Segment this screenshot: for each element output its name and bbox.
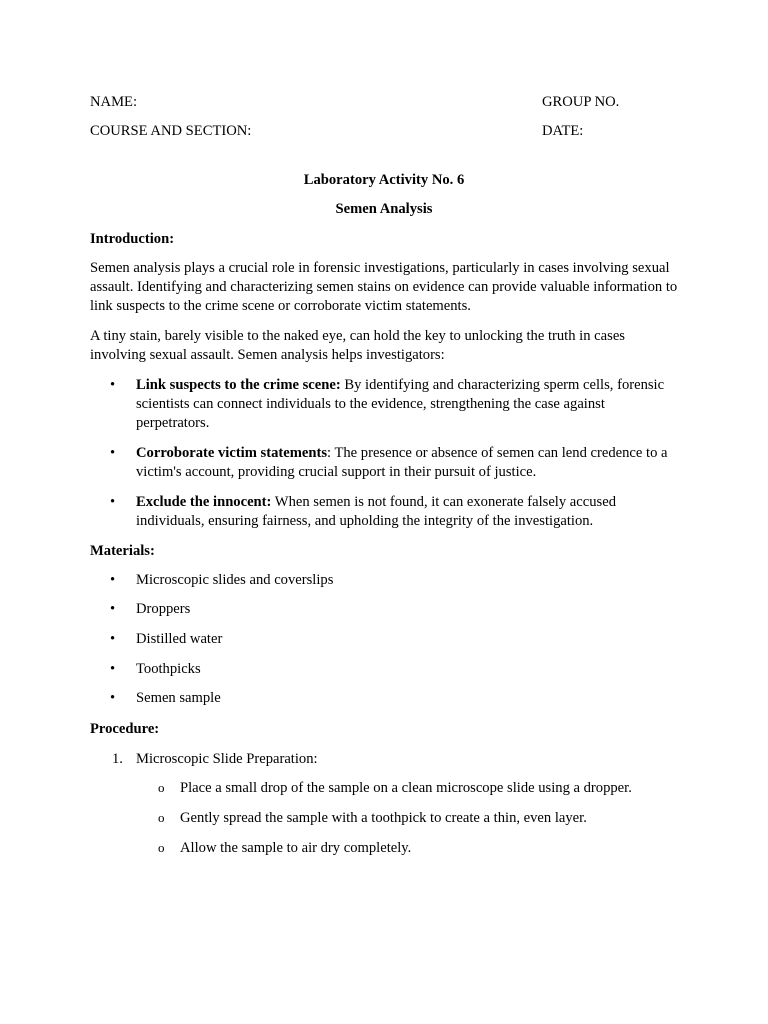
document-page — [90, 0, 684, 1024]
sub-bullet-marker: o — [158, 810, 165, 825]
substep-text: Place a small drop of the sample on a clean microscope slide using a dropper. — [180, 780, 632, 796]
header-row-2 — [90, 121, 684, 141]
bullet-marker: • — [110, 661, 116, 677]
bullet-marker: • — [110, 494, 116, 510]
date-label: DATE: — [542, 123, 584, 139]
sub-bullet-marker: o — [158, 840, 165, 855]
intro-paragraph-1: Semen analysis plays a crucial role in forensic investigations, particularly in cases involving sexual assault. Identifying and characterizing semen stains on evidence can provide valuable information to link suspects to the crime scene or corroborate victim statements. — [90, 260, 678, 315]
bullet-text: : The presence or absence of semen can lend credence to a victim's account, providing crucial support in their pursuit of justice. — [136, 445, 668, 481]
bullet-text: By identifying and characterizing sperm cells, forensic scientists can connect individuals to the evidence, strengthening the case against perpetrators. — [136, 377, 665, 432]
bullet-term: Exclude the innocent: — [136, 494, 272, 510]
bullet-marker: • — [110, 601, 116, 617]
substep-text: Allow the sample to air dry completely. — [180, 840, 412, 856]
name-label: NAME: — [90, 94, 138, 110]
materials-heading: Materials: — [90, 543, 155, 559]
introduction-heading: Introduction: — [90, 231, 175, 247]
substep-text: Gently spread the sample with a toothpick to create a thin, even layer. — [180, 810, 587, 826]
bullet-marker: • — [110, 572, 116, 588]
bullet-marker: • — [110, 690, 116, 706]
procedure-heading: Procedure: — [90, 721, 160, 737]
material-label: Toothpicks — [136, 661, 201, 677]
material-label: Droppers — [136, 601, 191, 617]
material-label: Distilled water — [136, 631, 223, 647]
step-number: 1. — [112, 751, 123, 767]
bullet-marker: • — [110, 631, 116, 647]
step-title: Microscopic Slide Preparation: — [136, 751, 318, 767]
bullet-term: Corroborate victim statements — [136, 445, 328, 461]
bullet-text: When semen is not found, it can exonerate falsely accused individuals, ensuring fairness, and upholding the integrity of the investigation. — [136, 494, 616, 530]
activity-subtitle: Semen Analysis — [335, 201, 433, 217]
header-row-1 — [90, 92, 684, 112]
material-label: Microscopic slides and coverslips — [136, 572, 334, 588]
group-label: GROUP NO. — [542, 94, 620, 110]
bullet-term: Link suspects to the crime scene: — [136, 377, 341, 393]
bullet-marker: • — [110, 445, 116, 461]
bullet-marker: • — [110, 377, 116, 393]
sub-bullet-marker: o — [158, 780, 165, 795]
course-label: COURSE AND SECTION: — [90, 123, 252, 139]
material-label: Semen sample — [136, 690, 221, 706]
activity-title: Laboratory Activity No. 6 — [303, 172, 465, 188]
intro-paragraph-2: A tiny stain, barely visible to the naked eye, can hold the key to unlocking the truth in cases involving sexual assault. Semen analysis helps investigators: — [90, 328, 625, 364]
